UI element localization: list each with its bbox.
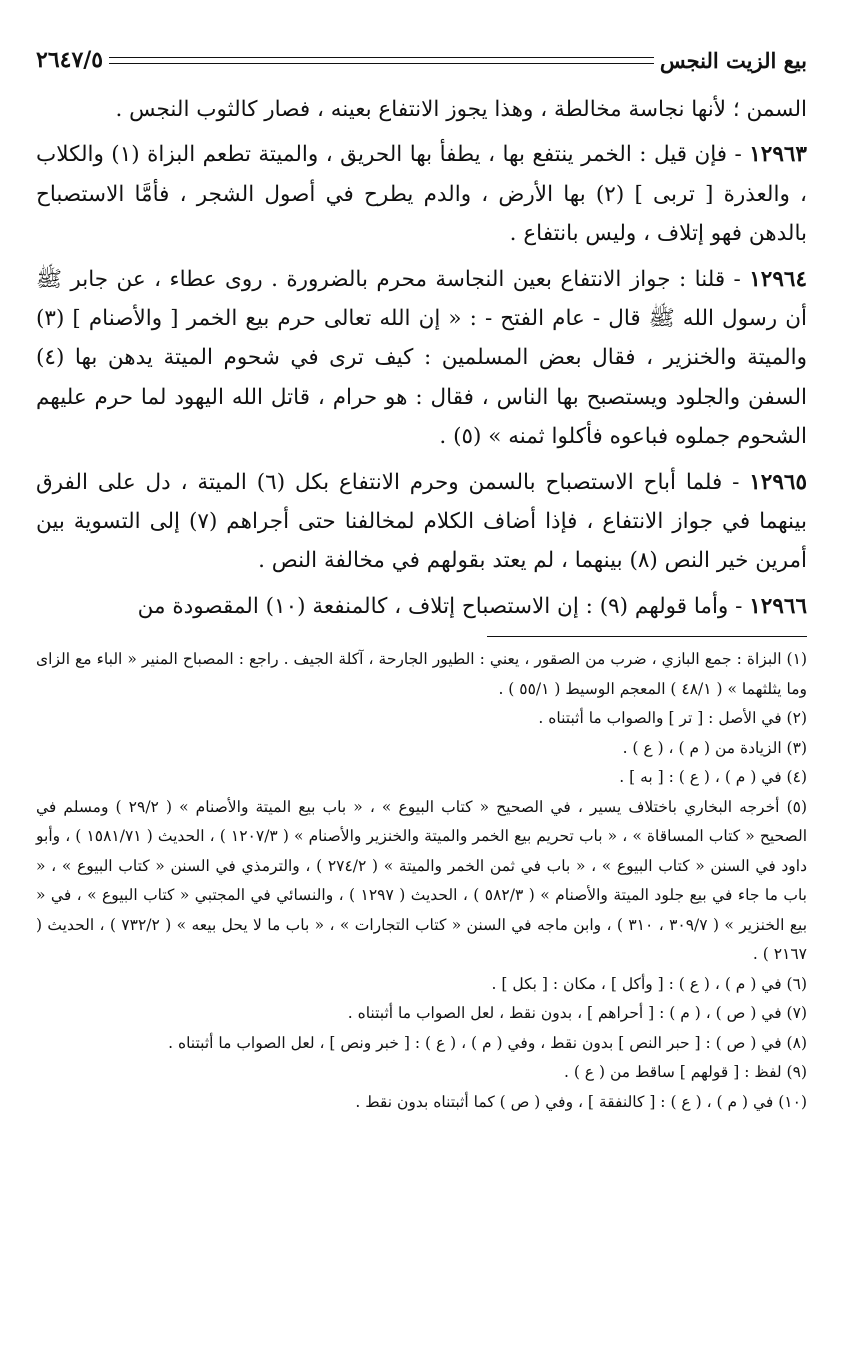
- paragraph: [36, 90, 807, 129]
- footnote: (٤) في ( م ) ، ( ع ) : [ به ] .: [619, 768, 807, 787]
- paragraph-number: ١٢٩٦٦: [749, 593, 807, 619]
- paragraph-number: ١٢٩٦٣: [749, 142, 807, 168]
- paragraph: [36, 587, 807, 626]
- footnote: (٨) في ( ص ) : [ حبر النص ] بدون نقط ، وفي ( م ) ، ( ع ) : [ خبر ونص ] ، لعل الصواب ما أثبتناه .: [168, 1033, 807, 1052]
- page-number: ٢٦٤٧/٥: [36, 47, 104, 73]
- footnote: (٥) أخرجه البخاري باختلاف يسير ، في الصحيح « كتاب البيوع » ، « باب بيع الميتة والأصنام » ( ٢٩/٢ ) ومسلم في الصحيح « كتاب المساقاة » ، « باب تحريم بيع الخمر والميتة والخنزير والأصنام » ( ١٢٠٧/٣ ) ، الحديث ( ١٥٨١/٧١ ) ، وأبو داود في السنن « كتاب البيوع » ، « باب في ثمن الخمر والميتة » ( ٢٧٤/٢ ) ، والترمذي في السنن « كتاب البيوع » ، « باب ما جاء في بيع جلود الميتة والأصنام » ( ٥٨٢/٣ ) ، الحديث ( ١٢٩٧ ) ، والنسائي في المجتبي « كتاب البيوع » ، في « بيع الخنزير » ( ٣٠٩/٧ ، ٣١٠ ) ، وابن ماجه في السنن « كتاب التجارات » ، « باب ما لا يحل بيعه » ( ٧٣٢/٢ ) ، الحديث ( ٢١٦٧ ) .: [36, 797, 808, 964]
- header-rule: [109, 57, 654, 64]
- paragraph-text: السمن ؛ لأنها نجاسة مخالطة ، وهذا يجوز الانتفاع بعينه ، فصار كالثوب النجس .: [115, 97, 807, 122]
- paragraph-text: - فلما أباح الاستصباح بالسمن وحرم الانتفاع بكل (٦) الميتة ، دل على الفرق بينهما في جواز الانتفاع ، فإذا أضاف الكلام لمخالفنا حتى أجراهم (٧) إلى التسوية بين أمرين خير النص (٨) بينهما ، لم يعتد بقولهم في مخالفة النص .: [36, 469, 807, 574]
- header-title: بيع الزيت النجس: [659, 47, 807, 73]
- paragraph-text: - قلنا : جواز الانتفاع بعين النجاسة محرم بالضرورة . روى عطاء ، عن جابر ﷺ أن رسول الله ﷺ قال - عام الفتح - : « إن الله تعالى حرم بيع الخمر [ والأصنام ] (٣) والميتة والخنزير ، فقال بعض المسلمين : كيف ترى في شحوم الميتة يدهن بها (٤) السفن والجلود ويستصبح بها الناس ، فقال : هو حرام ، قاتل الله اليهود لما حرم عليهم الشحوم جملوه فباعوه فأكلوا ثمنه » (٥) .: [36, 266, 807, 450]
- paragraph: [36, 260, 807, 457]
- footnote: (١) البزاة : جمع البازي ، ضرب من الصقور ، يعني : الطيور الجارحة ، آكلة الجيف . راجع : المصباح المنير « الباء مع الزاى وما يثلثهما » ( ٤٨/١ ) المعجم الوسيط ( ٥٥/١ ) .: [36, 650, 807, 698]
- footnote: (١٠) في ( م ) ، ( ع ) : [ كالنفقة ] ، وفي ( ص ) كما أثبتناه بدون نقط .: [355, 1092, 807, 1111]
- footnote: (٢) في الأصل : [ تر ] والصواب ما أثبتناه .: [538, 709, 807, 728]
- footnote: (٧) في ( ص ) ، ( م ) : [ أحراهم ] ، بدون نقط ، لعل الصواب ما أثبتناه .: [347, 1004, 807, 1023]
- book-page: [36, 40, 807, 1327]
- footnote: (٦) في ( م ) ، ( ع ) : [ وأكل ] ، مكان : [ بكل ] .: [491, 974, 807, 993]
- paragraph-text: - فإن قيل : الخمر ينتفع بها ، يطفأ بها الحريق ، والميتة تطعم البزاة (١) والكلاب ، والعذرة [ تربى ] (٢) بها الأرض ، والدم يطرح في أصول الشجر ، فأمَّا الاستصباح بالدهن فهو إتلاف ، وليس بانتفاع .: [36, 142, 807, 247]
- footnote-separator: [487, 636, 807, 637]
- main-text: [36, 90, 807, 626]
- paragraph-number: ١٢٩٦٥: [749, 469, 807, 495]
- footnote: (٩) لفظ : [ قولهم ] ساقط من ( ع ) .: [563, 1063, 807, 1082]
- footnote: (٣) الزيادة من ( م ) ، ( ع ) .: [622, 738, 807, 757]
- footnotes: [36, 645, 807, 1117]
- paragraph: [36, 463, 807, 581]
- paragraph: [36, 135, 807, 253]
- paragraph-text: - وأما قولهم (٩) : إن الاستصباح إتلاف ، كالمنفعة (١٠) المقصودة من: [137, 593, 750, 619]
- running-header: [36, 40, 807, 80]
- paragraph-number: ١٢٩٦٤: [749, 266, 807, 292]
